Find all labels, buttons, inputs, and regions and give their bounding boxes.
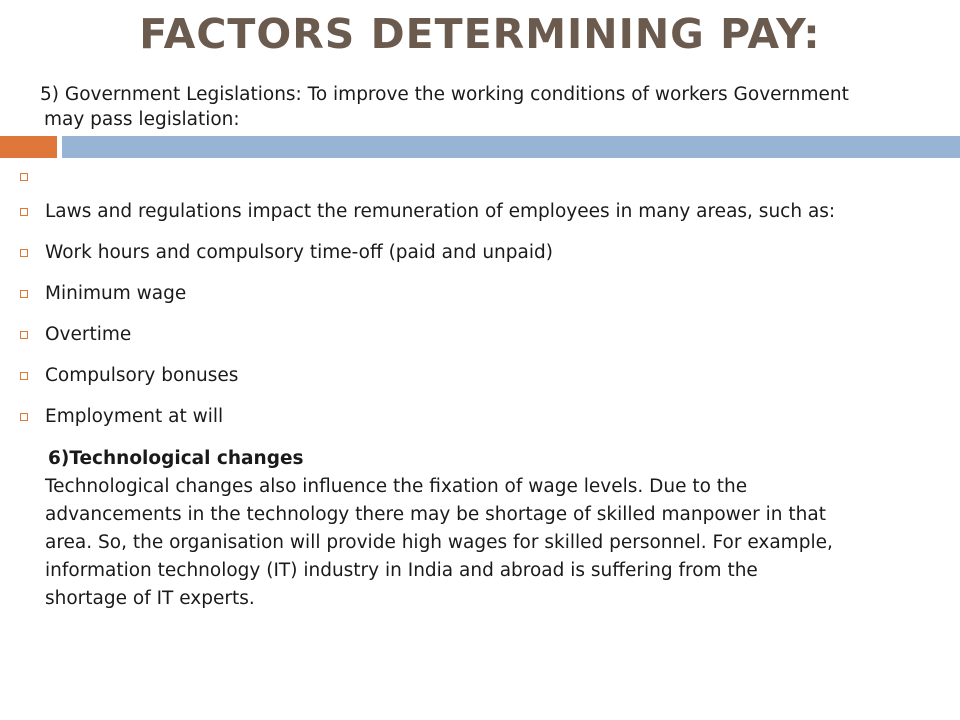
bullet-item: [0, 200, 960, 230]
orange-accent-bar: [0, 136, 57, 158]
bullet-item: [0, 165, 960, 195]
slide-title: FACTORS DETERMINING PAY:: [139, 10, 821, 58]
technological-section: [45, 445, 955, 613]
technological-line: Technological changes also influence the fixation of wage levels. Due to the: [45, 476, 748, 497]
technological-line: shortage of IT experts.: [45, 588, 255, 609]
bullet-text: Compulsory bonuses: [45, 365, 239, 386]
square-bullet-icon: [20, 413, 28, 421]
bullet-item: [0, 241, 960, 271]
technological-line: area. So, the organisation will provide high wages for skilled personnel. For example,: [45, 532, 833, 553]
technological-line: information technology (IT) industry in India and abroad is suffering from the: [45, 560, 758, 581]
bullet-item: [0, 405, 960, 435]
square-bullet-icon: [20, 290, 28, 298]
blue-accent-bar: [62, 136, 960, 158]
square-bullet-icon: [20, 331, 28, 339]
square-bullet-icon: [20, 249, 28, 257]
square-bullet-icon: [20, 173, 28, 181]
intro-text: [40, 82, 955, 132]
technological-line: advancements in the technology there may be shortage of skilled manpower in that: [45, 504, 826, 525]
bullet-text: Minimum wage: [45, 283, 187, 304]
bullet-text: Overtime: [45, 324, 132, 345]
bullet-item: [0, 282, 960, 312]
square-bullet-icon: [20, 372, 28, 380]
bullet-item: [0, 364, 960, 394]
bullet-text: Employment at will: [45, 406, 224, 427]
intro-line-2: may pass legislation:: [44, 109, 240, 130]
bullet-text: Work hours and compulsory time-off (paid and unpaid): [45, 242, 553, 263]
bullet-text: Laws and regulations impact the remuneration of employees in many areas, such as:: [45, 201, 836, 222]
square-bullet-icon: [20, 208, 28, 216]
intro-line-1: 5) Government Legislations: To improve the working conditions of workers Government: [40, 84, 849, 105]
bullet-item: [0, 323, 960, 353]
technological-heading: 6)Technological changes: [48, 448, 304, 469]
